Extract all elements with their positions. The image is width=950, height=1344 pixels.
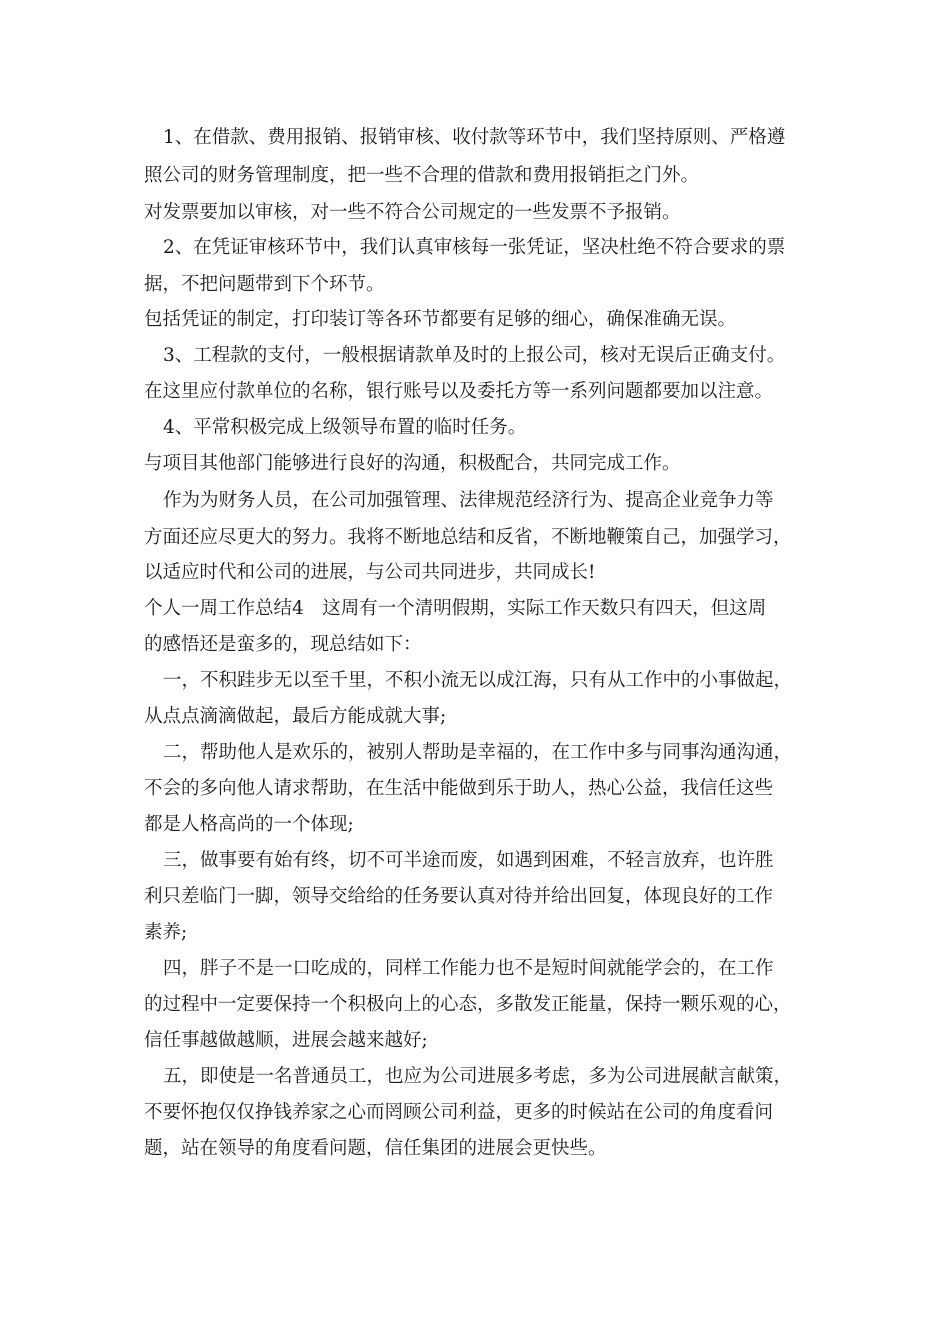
text-line: 四，胖子不是一口吃成的，同样工作能力也不是短时间就能学会的，在工作 — [163, 958, 774, 979]
text-line: 不要怀抱仅仅挣钱养家之心而罔顾公司利益，更多的时候站在公司的角度看问 — [144, 1102, 774, 1123]
text-line: 一，不积跬步无以至千里，不积小流无以成江海，只有从工作中的小事做起， — [163, 670, 793, 691]
text-line: 素养; — [144, 922, 188, 943]
text-line: 照公司的财务管理制度，把一些不合理的借款和费用报销拒之门外。 — [144, 165, 700, 186]
text-line: 信任事越做越顺，进展会越来越好; — [144, 1030, 428, 1051]
text-line: 从点点滴滴做起，最后方能成就大事; — [144, 706, 447, 727]
text-line: 在这里应付款单位的名称，银行账号以及委托方等一系列问题都要加以注意。 — [144, 381, 774, 402]
text-line: 3、工程款的支付，一般根据请款单及时的上报公司，核对无误后正确支付。 — [163, 345, 786, 366]
text-line: 据，不把问题带到下个环节。 — [144, 274, 385, 295]
text-line: 利只差临门一脚，领导交给给的任务要认真对待并给出回复，体现良好的工作 — [144, 886, 774, 907]
text-line: 的感悟还是蛮多的，现总结如下： — [144, 634, 422, 655]
text-line: 方面还应尽更大的努力。我将不断地总结和反省，不断地鞭策自己，加强学习， — [144, 527, 792, 548]
text-line: 的过程中一定要保持一个积极向上的心态，多散发正能量，保持一颗乐观的心， — [144, 994, 792, 1015]
text-line: 题，站在领导的角度看问题，信任集团的进展会更快些。 — [144, 1138, 607, 1159]
text-line: 对发票要加以审核，对一些不符合公司规定的一些发票不予报销。 — [144, 202, 681, 223]
text-line: 与项目其他部门能够进行良好的沟通，积极配合，共同完成工作。 — [144, 453, 681, 474]
text-line: 1、在借款、费用报销、报销审核、收付款等环节中，我们坚持原则、严格遵 — [163, 127, 786, 148]
text-line: 二，帮助他人是欢乐的，被别人帮助是幸福的，在工作中多与同事沟通沟通， — [163, 742, 793, 763]
text-line: 以适应时代和公司的进展，与公司共同进步，共同成长! — [144, 562, 596, 583]
text-line: 2、在凭证审核环节中，我们认真审核每一张凭证，坚决杜绝不符合要求的票 — [163, 237, 786, 258]
text-line: 都是人格高尚的一个体现; — [144, 814, 354, 835]
text-line: 个人一周工作总结4 这周有一个清明假期，实际工作天数只有四天，但这周 — [144, 598, 767, 619]
text-line: 4、平常积极完成上级领导布置的临时任务。 — [163, 417, 527, 438]
text-line: 不会的多向他人请求帮助，在生活中能做到乐于助人，热心公益，我信任这些 — [144, 778, 774, 799]
text-line: 作为为财务人员，在公司加强管理、法律规范经济行为、提高企业竞争力等 — [163, 490, 774, 511]
text-line: 包括凭证的制定，打印装订等各环节都要有足够的细心，确保准确无误。 — [144, 309, 737, 330]
text-line: 三，做事要有始有终，切不可半途而废，如遇到困难，不轻言放弃，也许胜 — [163, 850, 774, 871]
text-line: 五，即使是一名普通员工，也应为公司进展多考虑，多为公司进展献言献策， — [163, 1066, 793, 1087]
